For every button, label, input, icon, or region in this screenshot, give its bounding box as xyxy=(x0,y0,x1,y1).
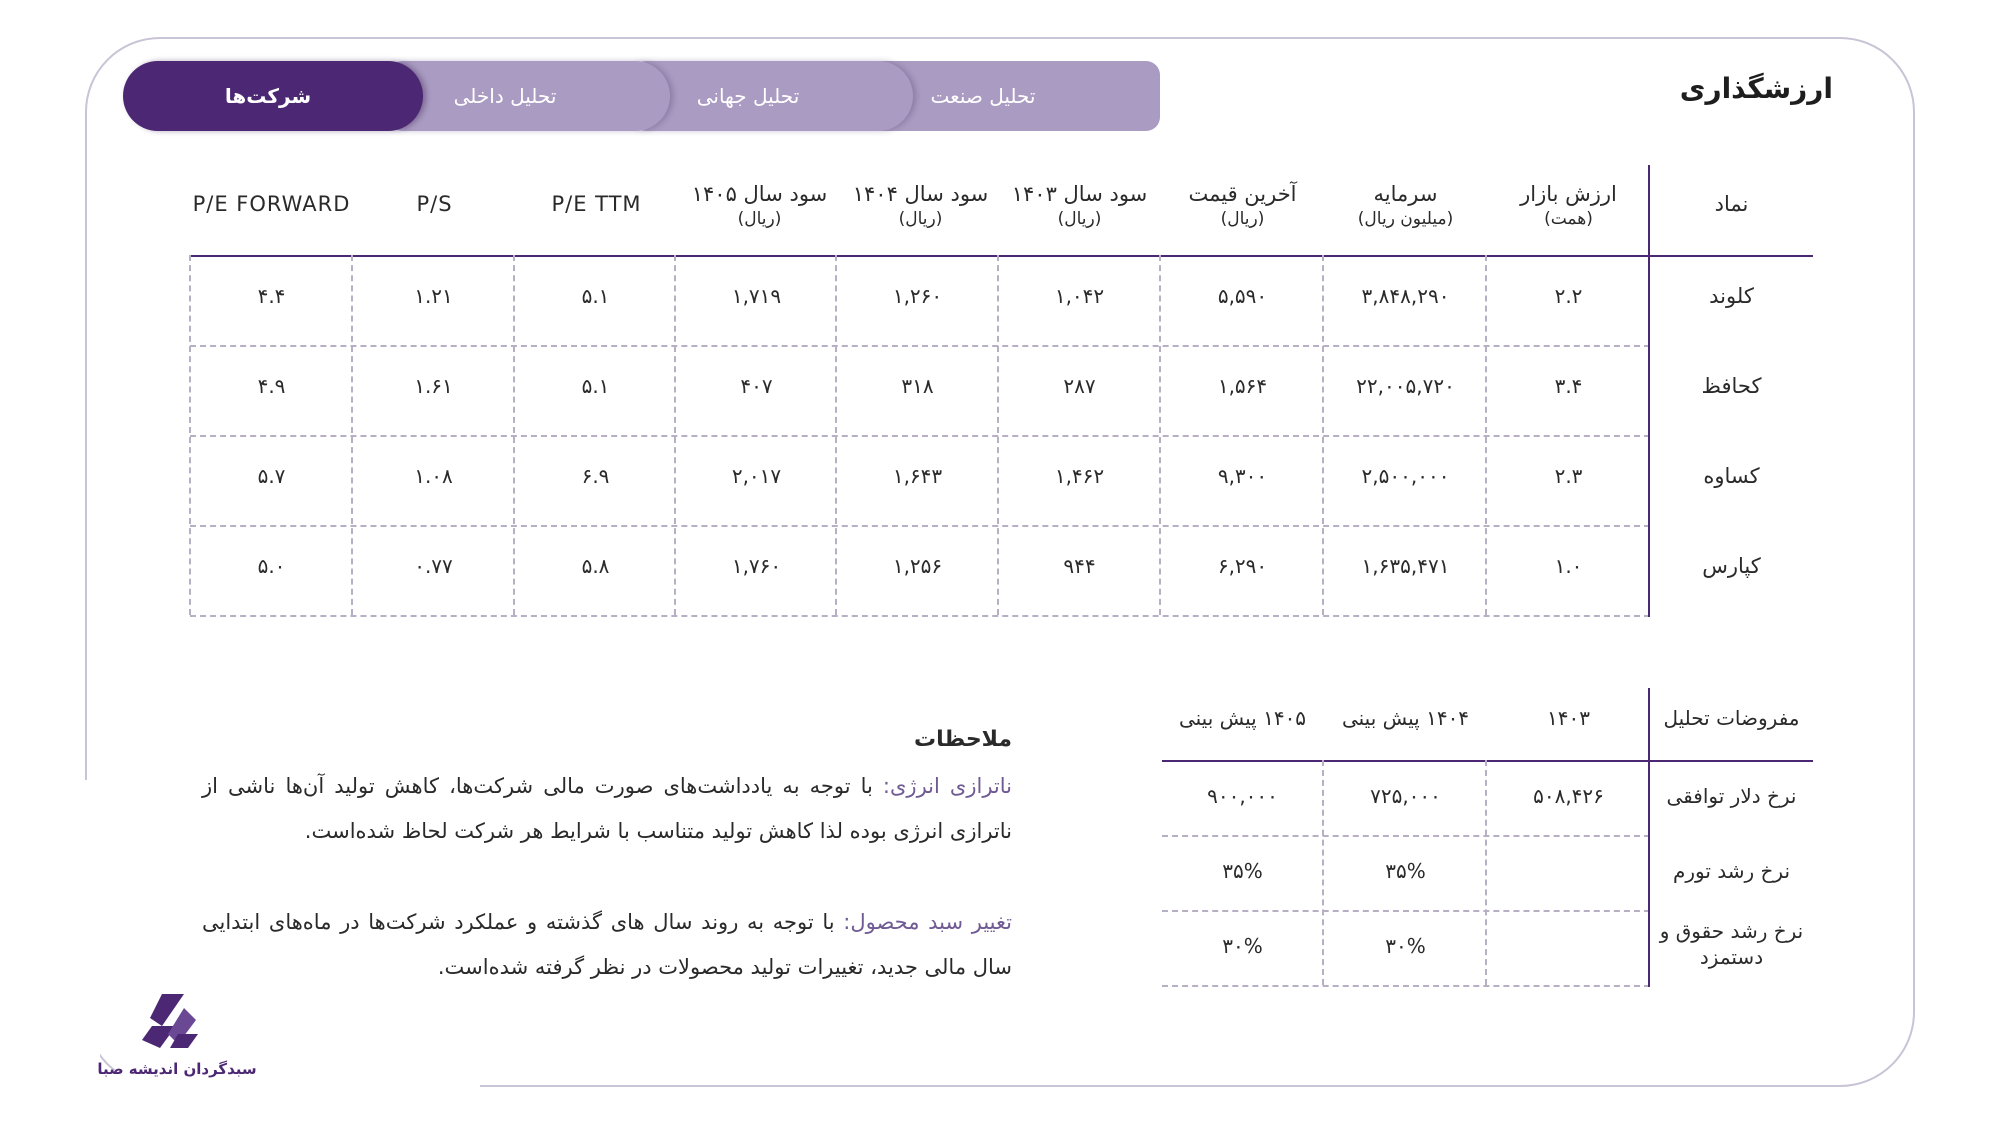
header-unit: (همت) xyxy=(1544,209,1593,229)
note-key: تغییر سبد محصول: xyxy=(843,910,1012,934)
cell-last-price: ۵,۵۹۰ xyxy=(1217,284,1268,308)
header-unit: (ریال) xyxy=(1220,209,1265,229)
header-pe-ttm xyxy=(515,192,678,216)
header-rule xyxy=(190,255,1813,257)
header-unit: (میلیون ریال) xyxy=(1357,209,1454,229)
assumptions-header-label: مفروضات تحلیل xyxy=(1663,706,1800,730)
row-divider xyxy=(1162,910,1650,912)
header-text: ارزش بازار xyxy=(1520,182,1617,206)
header-ps xyxy=(353,192,516,216)
cell-pe-ttm: ۵.۱ xyxy=(581,374,610,398)
header-text: سود سال ۱۴۰۳ xyxy=(1011,182,1148,206)
cell-market-value: ۲.۲ xyxy=(1554,284,1583,308)
cell-pe-ttm: ۵.۱ xyxy=(581,284,610,308)
cell-1404: ۳۵% xyxy=(1385,859,1426,883)
row-symbol: کساوه xyxy=(1703,464,1760,488)
cell-1405: ۳۵% xyxy=(1222,859,1263,883)
header-symbol xyxy=(1650,192,1813,216)
notes-title: ملاحظات xyxy=(914,727,1012,752)
row-symbol: کحافظ xyxy=(1701,374,1762,398)
header-market-value xyxy=(1487,182,1650,229)
row-divider xyxy=(1162,835,1650,837)
cell-market-value: ۲.۳ xyxy=(1554,464,1583,488)
header-text: آخرین قیمت xyxy=(1188,182,1297,206)
cell-last-price: ۱,۵۶۴ xyxy=(1217,374,1268,398)
header-unit: (ریال) xyxy=(737,209,782,229)
cell-market-value: ۱.۰ xyxy=(1554,554,1583,578)
cell-pe-ttm: ۶.۹ xyxy=(581,464,610,488)
row-divider xyxy=(190,525,1650,527)
cell-capital: ۲۲,۰۰۵,۷۲۰ xyxy=(1356,374,1455,398)
header-profit-1403 xyxy=(998,182,1161,229)
cell-pe-forward: ۵.۰ xyxy=(257,554,286,578)
tab-label: تحلیل صنعت xyxy=(930,84,1036,108)
tab-label: تحلیل جهانی xyxy=(696,84,800,108)
note-energy-imbalance xyxy=(202,764,1012,854)
cell-pe-ttm: ۵.۸ xyxy=(581,554,610,578)
row-label: نرخ رشد تورم xyxy=(1672,859,1791,883)
header-text: سود سال ۱۴۰۴ xyxy=(852,182,989,206)
cell-profit-1403: ۹۴۴ xyxy=(1063,554,1096,578)
tab-label: تحلیل داخلی xyxy=(453,84,557,108)
header-text: P/S xyxy=(416,192,453,216)
cell-ps: ۱.۰۸ xyxy=(414,464,453,488)
header-profit-1404 xyxy=(839,182,1002,229)
cell-1403: ۵۰۸,۴۲۶ xyxy=(1533,784,1604,808)
header-unit: (ریال) xyxy=(1057,209,1102,229)
cell-profit-1404: ۳۱۸ xyxy=(901,374,934,398)
cell-profit-1403: ۲۸۷ xyxy=(1063,374,1096,398)
cell-1404: ۳۰% xyxy=(1385,934,1426,958)
row-symbol: کلوند xyxy=(1709,284,1754,308)
row-divider xyxy=(190,345,1650,347)
header-text: نماد xyxy=(1714,192,1749,216)
header-pe-forward xyxy=(190,192,353,216)
cell-profit-1403: ۱,۴۶۲ xyxy=(1054,464,1105,488)
cell-pe-forward: ۴.۴ xyxy=(257,284,286,308)
header-text: P/E TTM xyxy=(551,192,642,216)
assumptions-header-1405: ۱۴۰۵ پیش بینی xyxy=(1178,706,1307,730)
cell-1404: ۷۲۵,۰۰۰ xyxy=(1370,784,1441,808)
header-last-price xyxy=(1161,182,1324,229)
company-logo xyxy=(92,990,262,1090)
cell-capital: ۱,۶۳۵,۴۷۱ xyxy=(1361,554,1450,578)
cell-profit-1405: ۱,۷۶۰ xyxy=(731,554,782,578)
header-text: سرمایه xyxy=(1373,182,1438,206)
page-title: ارزشگذاری xyxy=(1679,72,1833,105)
cell-profit-1405: ۲,۰۱۷ xyxy=(731,464,782,488)
assumptions-header-1404: ۱۴۰۴ پیش بینی xyxy=(1341,706,1470,730)
cell-capital: ۲,۵۰۰,۰۰۰ xyxy=(1361,464,1450,488)
row-divider xyxy=(190,435,1650,437)
row-divider xyxy=(190,615,1650,617)
note-product-mix xyxy=(202,900,1012,990)
cell-profit-1403: ۱,۰۴۲ xyxy=(1054,284,1105,308)
cell-1405: ۹۰۰,۰۰۰ xyxy=(1207,784,1278,808)
cell-profit-1404: ۱,۲۵۶ xyxy=(892,554,943,578)
header-capital xyxy=(1324,182,1487,229)
cell-1405: ۳۰% xyxy=(1222,934,1263,958)
header-text: P/E FORWARD xyxy=(192,192,351,216)
row-divider xyxy=(1162,985,1650,987)
row-label: نرخ رشد حقوق و دستمزد xyxy=(1659,919,1804,969)
cell-pe-forward: ۴.۹ xyxy=(257,374,286,398)
row-label: نرخ دلار توافقی xyxy=(1666,784,1797,808)
header-profit-1405 xyxy=(678,182,841,229)
cell-ps: ۱.۲۱ xyxy=(414,284,453,308)
note-key: ناترازی انرژی: xyxy=(882,774,1012,798)
header-text: سود سال ۱۴۰۵ xyxy=(691,182,828,206)
tab-companies[interactable] xyxy=(123,61,423,131)
note-text: با توجه به روند سال های گذشته و عملکرد شرکت‌ها در ماه‌های ابتدایی سال مالی جدید، تغییرات تولید محصولات در نظر گرفته شده‌است. xyxy=(202,910,1012,979)
assumptions-header-1403: ۱۴۰۳ xyxy=(1547,706,1590,730)
cell-last-price: ۶,۲۹۰ xyxy=(1217,554,1268,578)
tab-label: شرکت‌ها xyxy=(224,84,312,108)
cell-profit-1404: ۱,۲۶۰ xyxy=(892,284,943,308)
note-text: با توجه به یادداشت‌های صورت مالی شرکت‌ها، کاهش تولید آن‌ها ناشی از ناترازی انرژی بوده لذا کاهش تولید متناسب با شرایط هر شرکت لحاظ شده‌است. xyxy=(202,774,1012,843)
cell-ps: ۱.۶۱ xyxy=(414,374,453,398)
cell-capital: ۳,۸۴۸,۲۹۰ xyxy=(1361,284,1450,308)
cell-pe-forward: ۵.۷ xyxy=(257,464,286,488)
cell-profit-1405: ۴۰۷ xyxy=(740,374,773,398)
header-unit: (ریال) xyxy=(898,209,943,229)
cell-market-value: ۳.۴ xyxy=(1554,374,1583,398)
logo-text: سبدگردان اندیشه صبا xyxy=(97,1060,257,1078)
cell-profit-1405: ۱,۷۱۹ xyxy=(731,284,782,308)
cell-profit-1404: ۱,۶۴۳ xyxy=(892,464,943,488)
row-symbol: کپارس xyxy=(1702,554,1761,578)
header-rule xyxy=(1162,760,1813,762)
cell-ps: ۰.۷۷ xyxy=(414,554,453,578)
cell-last-price: ۹,۳۰۰ xyxy=(1217,464,1268,488)
